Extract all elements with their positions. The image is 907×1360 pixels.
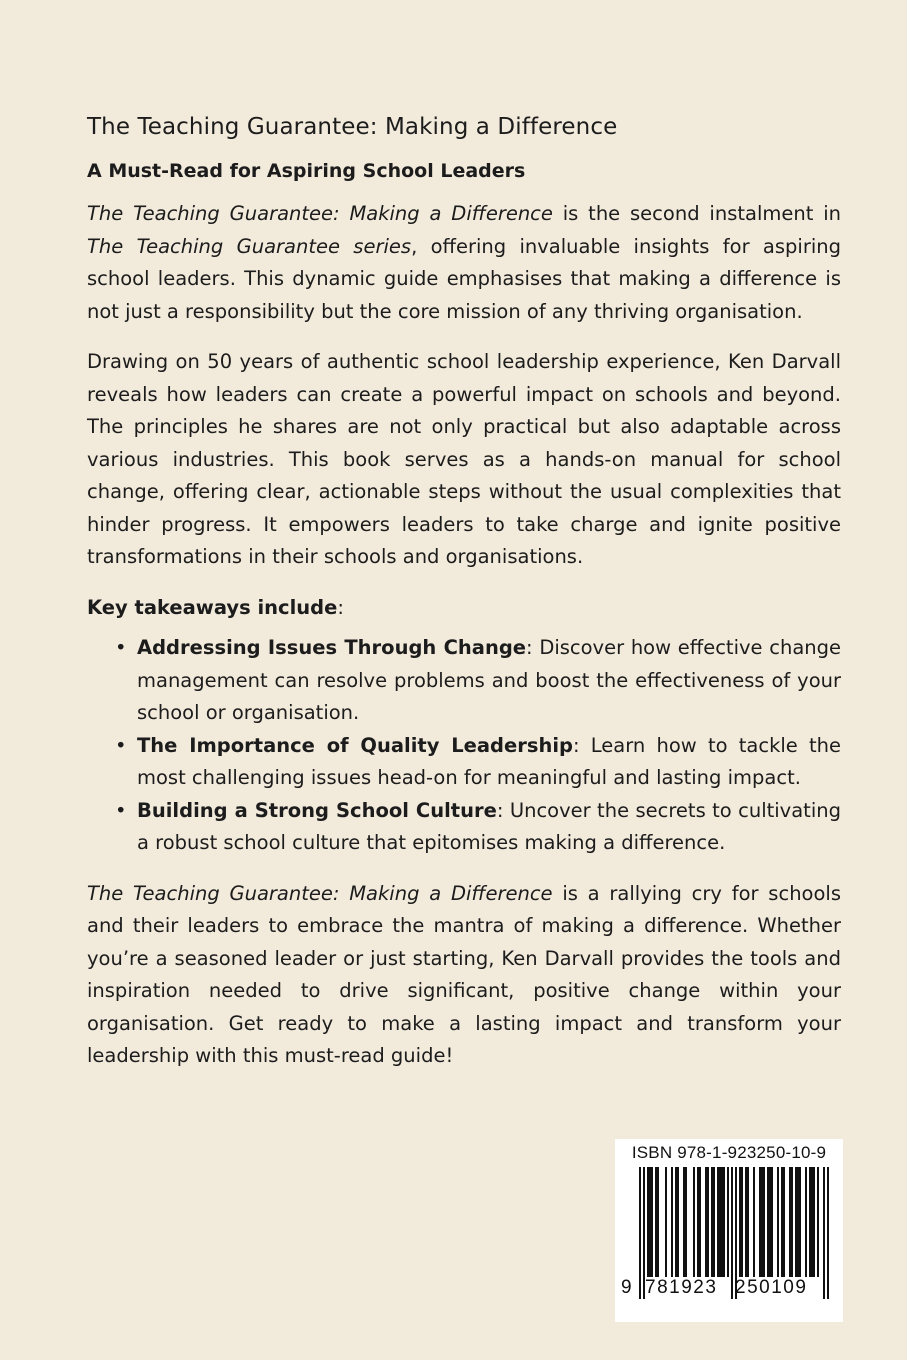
- barcode-bar: [665, 1167, 667, 1277]
- barcode-bar: [685, 1167, 687, 1277]
- book-title: The Teaching Guarantee: Making a Difference: [87, 114, 618, 140]
- back-cover-content: [87, 114, 841, 1091]
- barcode-bar: [777, 1167, 779, 1277]
- barcode-bar: [817, 1167, 819, 1277]
- barcode-bar: [805, 1167, 807, 1277]
- barcode-bar: [781, 1167, 783, 1277]
- author-paragraph: Drawing on 50 years of authentic school leadership experience, Ken Darvall reveals how leaders can create a powerful impact on schools and beyond. The principles he shares are not only practical but also adaptable across various industries. This book serves as a hands-on manual for school change, offering clear, actionable steps without the usual complexities that hinder progress. It empowers leaders to take charge and ignite positive transformations in their schools and organisations.: [87, 350, 841, 568]
- barcode-bar: [809, 1167, 811, 1277]
- barcode-bar: [675, 1167, 677, 1277]
- barcode-left-digits: 781923: [645, 1277, 718, 1298]
- barcode-right-digits: 250109: [735, 1277, 808, 1298]
- barcode-bar: [677, 1167, 679, 1277]
- barcode-bar: [797, 1167, 799, 1277]
- barcode-bar: [723, 1167, 725, 1277]
- intro-book-title: The Teaching Guarantee: Making a Difference: [87, 202, 553, 225]
- barcode-bar: [759, 1167, 761, 1277]
- barcode-bar: [727, 1167, 729, 1277]
- series-name: The Teaching Guarantee series: [87, 234, 412, 258]
- bullet-icon: •: [115, 636, 127, 659]
- barcode-bar: [671, 1167, 673, 1277]
- barcode-bar: [771, 1167, 773, 1277]
- barcode-bar: [763, 1167, 765, 1277]
- barcode-bar: [811, 1167, 813, 1277]
- barcode-bar: [789, 1167, 791, 1277]
- barcode-bar: [647, 1167, 649, 1277]
- barcode-bar: [731, 1167, 733, 1299]
- bullet-icon: •: [115, 733, 127, 757]
- barcode-bar: [717, 1167, 719, 1277]
- isbn-label: ISBN 978-1-923250-10-9: [631, 1143, 827, 1162]
- closing-paragraph: The Teaching Guarantee: Making a Difference is a rallying cry for schools and their leaders to embrace the mantra of making a difference. Whether you’re a seasoned leader or just starting, Ken Darvall provides the tools and inspiration needed to drive significant, positive change within your organisation. Get ready to make a lasting impact and transform your leadership with this must-read guide!: [87, 881, 841, 1067]
- barcode-bar: [721, 1167, 723, 1277]
- barcode-bar: [707, 1167, 709, 1277]
- list-item: • Addressing Issues Through Change: Discover how effective change management can resolve problems and boost the effectiveness of your school or organisation.: [137, 632, 841, 730]
- barcode-bar: [719, 1167, 721, 1277]
- key-takeaways-heading: Key takeaways include:: [87, 595, 344, 619]
- barcode-bar: [827, 1167, 829, 1299]
- barcode-bar: [767, 1167, 769, 1277]
- barcode-bar: [697, 1167, 699, 1277]
- barcode-bar: [747, 1167, 749, 1277]
- barcode-bar: [745, 1167, 747, 1277]
- barcode-bar: [649, 1167, 651, 1277]
- barcode-bar: [795, 1167, 797, 1277]
- barcode-bar: [705, 1167, 707, 1277]
- barcode-bar: [783, 1167, 785, 1277]
- barcode-bar: [639, 1167, 641, 1299]
- barcode-bar: [739, 1167, 741, 1277]
- barcode-bar: [683, 1167, 685, 1277]
- isbn-barcode: [615, 1139, 843, 1322]
- barcode-bar: [761, 1167, 763, 1277]
- bullet-icon: •: [115, 798, 127, 822]
- barcode-bar: [655, 1167, 657, 1277]
- closing-book-title: The Teaching Guarantee: Making a Difference: [87, 881, 553, 905]
- barcode-bar: [753, 1167, 755, 1277]
- barcode-bar: [693, 1167, 695, 1277]
- barcode-bar: [711, 1167, 713, 1277]
- list-item: • Building a Strong School Culture: Uncover the secrets to cultivating a robust school culture that epitomises making a difference.: [137, 795, 841, 860]
- barcode-bar: [813, 1167, 815, 1277]
- barcode-bar: [799, 1167, 801, 1277]
- barcode-bar: [713, 1167, 715, 1277]
- barcode-bar: [657, 1167, 659, 1277]
- list-item: • The Importance of Quality Leadership: Learn how to tackle the most challenging issues head-on for meaningful and lasting impact.: [137, 730, 841, 795]
- barcode-bar: [769, 1167, 771, 1277]
- barcode-bar: [651, 1167, 653, 1277]
- barcode-bar: [791, 1167, 793, 1277]
- intro-paragraph: The Teaching Guarantee: Making a Difference is the second instalment in The Teaching Guarantee series, offering invaluable insights for aspiring school leaders. This dynamic guide emphasises that making a difference is not just a responsibility but the core mission of any thriving organisation.: [87, 202, 841, 323]
- barcode-bar: [823, 1167, 825, 1299]
- barcode-bar: [699, 1167, 701, 1277]
- barcode-lead-digit: 9: [621, 1277, 634, 1298]
- book-subtitle: A Must-Read for Aspiring School Leaders: [87, 160, 526, 182]
- key-takeaways-list: [87, 632, 841, 860]
- barcode-bar: [741, 1167, 743, 1277]
